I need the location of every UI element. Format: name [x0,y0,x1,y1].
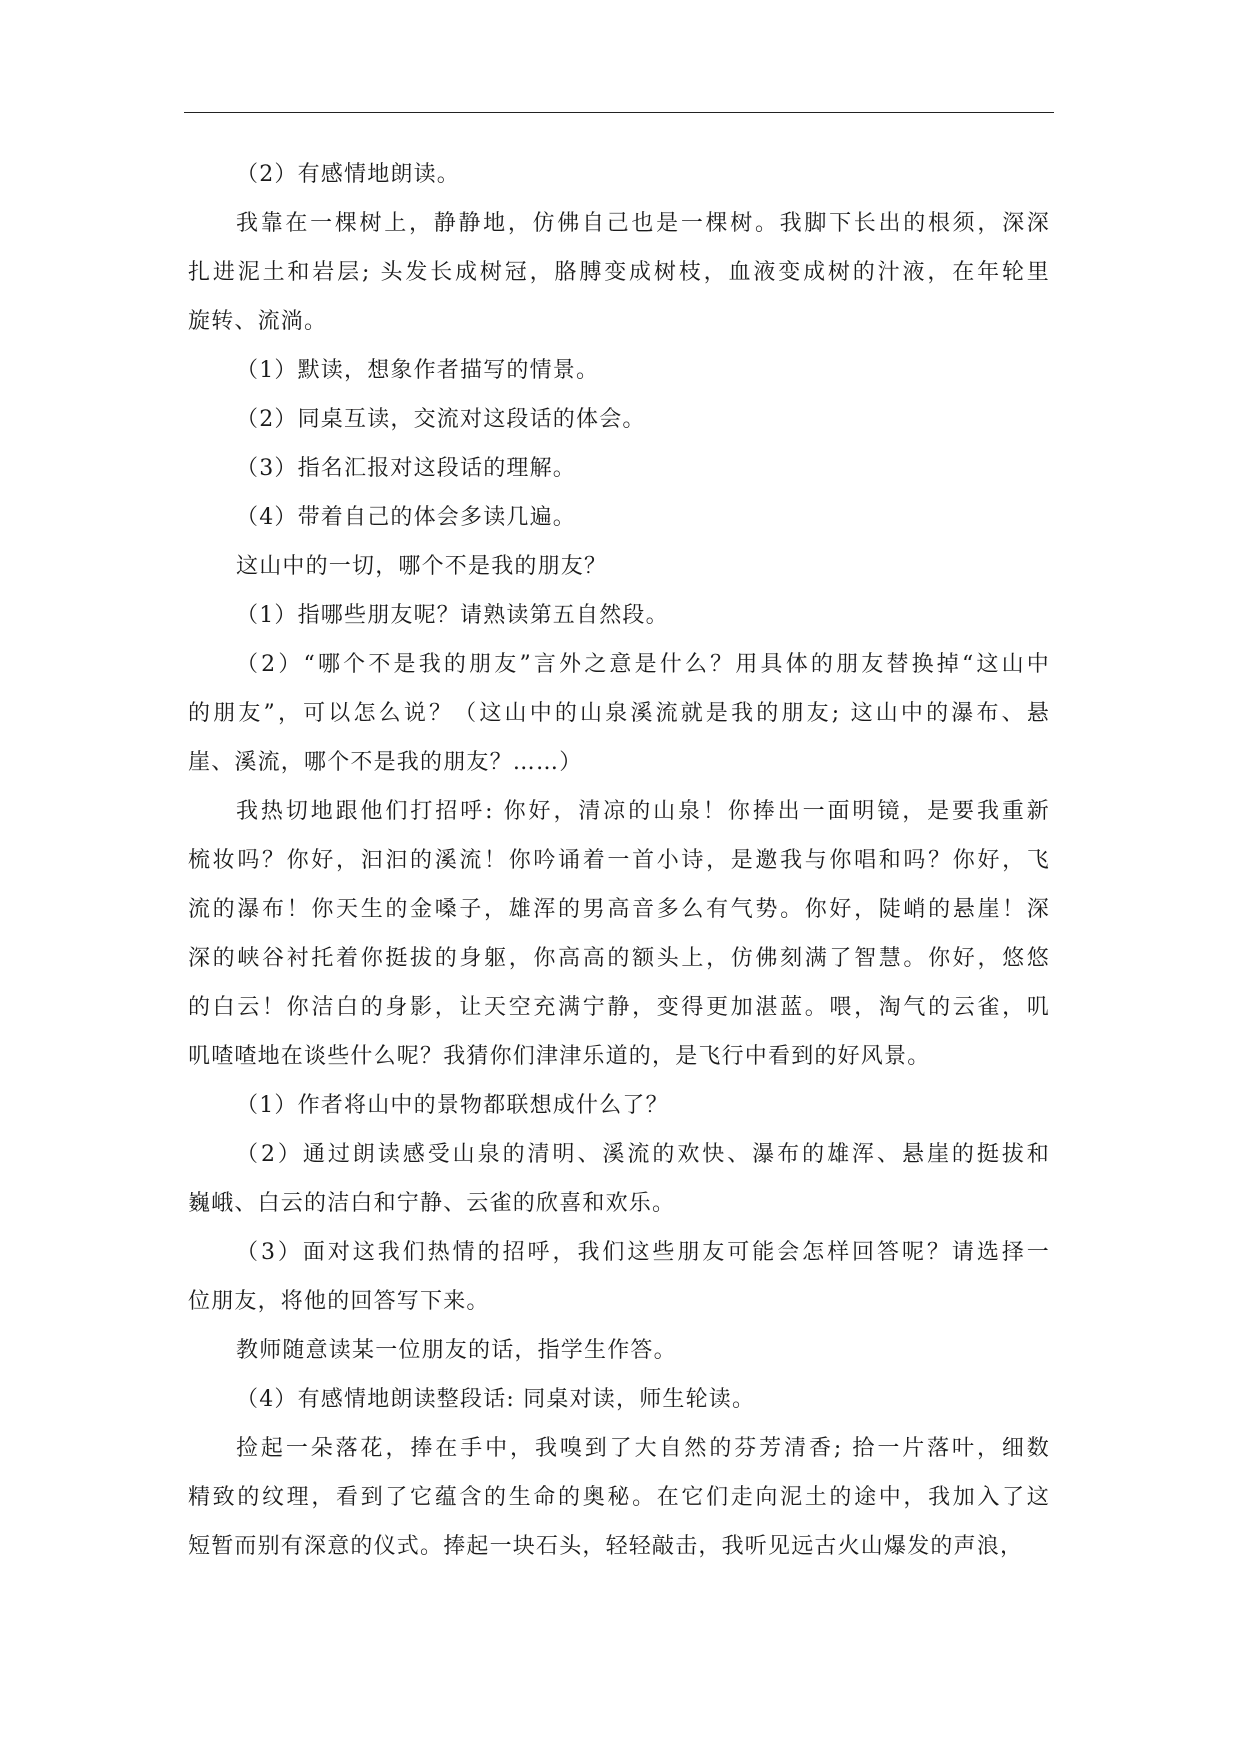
text-line: （3）面对这我们热情的招呼，我们这些朋友可能会怎样回答呢？请选择一 [236,1240,1050,1265]
paragraph [188,1081,1050,1130]
text-line: （2）有感情地朗读。 [236,162,460,187]
paragraph [188,1130,1050,1228]
paragraph [188,444,1050,493]
text-line: 崖、溪流，哪个不是我的朋友？……） [188,750,583,775]
paragraph [188,591,1050,640]
paragraph [188,542,1050,591]
paragraph [188,1228,1050,1326]
text-line: 深的峡谷衬托着你挺拔的身躯，你高高的额头上，仿佛刻满了智慧。你好，悠悠 [188,946,1050,971]
text-line: 我热切地跟他们打招呼: 你好，清凉的山泉！你捧出一面明镜，是要我重新 [236,799,1050,824]
text-line: 流的瀑布！你天生的金嗓子，雄浑的男高音多么有气势。你好，陡峭的悬崖！深 [188,897,1050,922]
text-line: 的白云！你洁白的身影，让天空充满宁静，变得更加湛蓝。喂，淘气的云雀，叽 [188,995,1050,1020]
text-line: 巍峨、白云的洁白和宁静、云雀的欣喜和欢乐。 [188,1191,676,1216]
text-line: 旋转、流淌。 [188,309,328,334]
text-line: 我靠在一棵树上，静静地，仿佛自己也是一棵树。我脚下长出的根须，深深 [236,211,1050,236]
paragraph [188,1326,1050,1375]
text-line: 教师随意读某一位朋友的话，指学生作答。 [236,1338,677,1363]
paragraph [188,395,1050,444]
paragraph [188,640,1050,787]
paragraph [188,1424,1050,1571]
text-line: （1）指哪些朋友呢？请熟读第五自然段。 [236,603,669,628]
text-line: （4）有感情地朗读整段话: 同桌对读，师生轮读。 [236,1387,756,1412]
text-line: （3）指名汇报对这段话的理解。 [236,456,576,481]
text-line: （2）同桌互读，交流对这段话的体会。 [236,407,646,432]
paragraph [188,787,1050,1081]
paragraph [188,493,1050,542]
text-line: 的朋友”，可以怎么说？（这山中的山泉溪流就是我的朋友; 这山中的瀑布、悬 [188,701,1050,726]
paragraph [188,199,1050,346]
text-line: （1）作者将山中的景物都联想成什么了？ [236,1093,669,1118]
text-line: 扎进泥土和岩层; 头发长成树冠，胳膊变成树枝，血液变成树的汁液，在年轮里 [188,260,1050,285]
paragraph [188,1375,1050,1424]
paragraph [188,346,1050,395]
text-line: 位朋友，将他的回答写下来。 [188,1289,490,1314]
paragraph [188,150,1050,199]
text-line: 梳妆吗？你好，汩汩的溪流！你吟诵着一首小诗，是邀我与你唱和吗？你好，飞 [188,848,1050,873]
document-body [188,150,1050,1571]
text-line: 短暂而别有深意的仪式。捧起一块石头，轻轻敲击，我听见远古火山爆发的声浪， [188,1534,1024,1559]
text-line: （4）带着自己的体会多读几遍。 [236,505,576,530]
text-line: （2）“哪个不是我的朋友”言外之意是什么？用具体的朋友替换掉“这山中 [236,652,1050,677]
text-line: 叽喳喳地在谈些什么呢？我猜你们津津乐道的，是飞行中看到的好风景。 [188,1044,931,1069]
text-line: （1）默读，想象作者描写的情景。 [236,358,600,383]
text-line: 捡起一朵落花，捧在手中，我嗅到了大自然的芬芳清香; 拾一片落叶，细数 [236,1436,1050,1461]
header-rule [184,112,1054,113]
text-line: 这山中的一切，哪个不是我的朋友？ [236,554,608,579]
text-line: 精致的纹理，看到了它蕴含的生命的奥秘。在它们走向泥土的途中，我加入了这 [188,1485,1050,1510]
text-line: （2）通过朗读感受山泉的清明、溪流的欢快、瀑布的雄浑、悬崖的挺拔和 [236,1142,1050,1167]
